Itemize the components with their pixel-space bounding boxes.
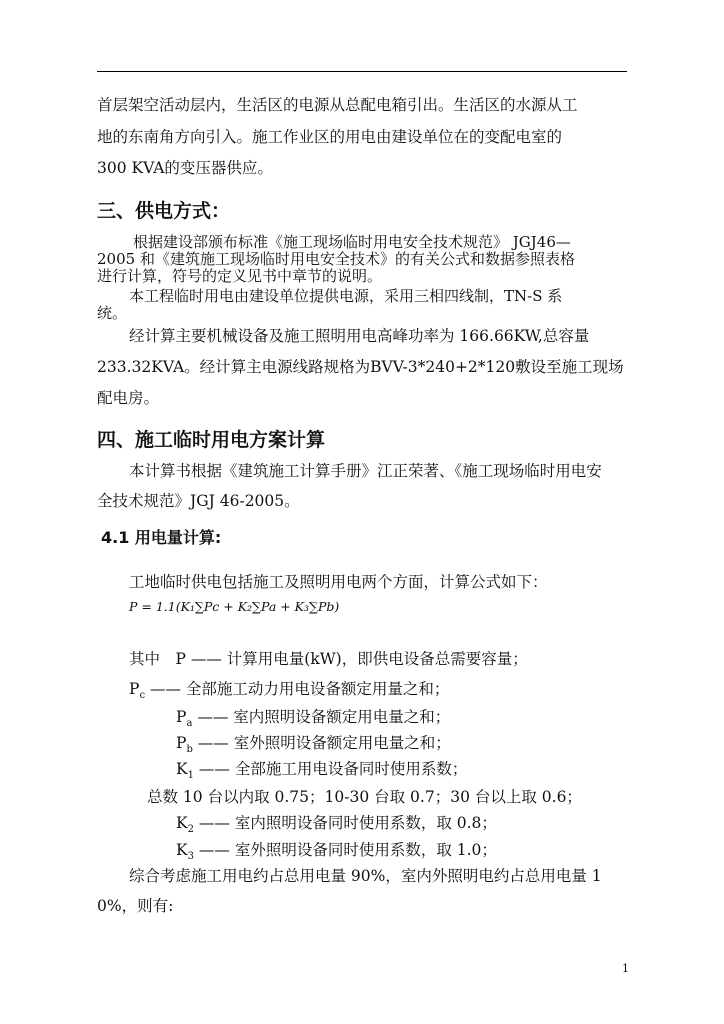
intro-line-3: 300 KVA的变压器供应。 [97,159,273,177]
power-formula: P = 1.1(K₁∑Pc + K₂∑Pa + K₃∑Pb) [129,599,340,614]
intro-line-2: 地的东南角方向引入。施工作业区的用电由建设单位在的变配电室的 [97,128,563,146]
header-rule [97,71,627,72]
section-3-title: 三、供电方式： [97,200,231,222]
summary-line-2: 0%，则有: [97,897,174,915]
def-pb: $P_b$ —— 室外照明设备额定用电量之和； [176,734,451,756]
page-number: 1 [622,962,629,975]
sec3-p3-line-3: 配电房。 [97,389,160,407]
def-k1: $K_1$ —— 全部施工用电设备同时使用系数； [176,760,468,782]
sec4-p1-line-2: 全技术规范》JGJ 46-2005。 [97,492,300,510]
summary-line-1: 综合考虑施工用电约占总用电量 90%，室内外照明电约占总用电量 1 [129,867,602,885]
def-p: 其中 P —— 计算用电量(kW)，即供电设备总需要容量； [129,650,528,668]
sec41-intro: 工地临时供电包括施工及照明用电两个方面，计算公式如下： [129,573,548,591]
sec3-p2-line-2: 统。 [97,304,128,322]
sec3-p2-line-1: 本工程临时用电由建设单位提供电源，采用三相四线制，TN-S 系 [129,287,563,305]
intro-line-1: 首层架空活动层内，生活区的电源从总配电箱引出。生活区的水源从工 [97,96,578,114]
def-pa: $P_a$ —— 室内照明设备额定用电量之和； [176,708,451,730]
section-4-1-title: 4.1 用电量计算: [101,528,222,547]
def-k1-values: 总数 10 台以内取 0.75；10-30 台取 0.7；30 台以上取 0.6； [147,788,582,806]
section-4-title: 四、施工临时用电方案计算 [97,429,326,451]
sec3-p1-line-1: 根据建设部颁布标准《施工现场临时用电安全技术规范》 JGJ46— [133,233,571,251]
sec3-p3-line-1: 经计算主要机械设备及施工照明用电高峰功率为 166.66KW,总容量 [129,327,590,345]
sec3-p1-line-2: 2005 和《建筑施工现场临时用电安全技术》的有关公式和数据参照表格 [97,250,575,268]
sec3-p3-line-2: 233.32KVA。经计算主电源线路规格为BVV-3*240+2*120敷设至施工现场 [97,358,624,376]
sec3-p1-line-3: 进行计算，符号的定义见书中章节的说明。 [97,267,383,285]
def-k2: $K_2$ —— 室内照明设备同时使用系数，取 0.8； [176,814,497,836]
sec4-p1-line-1: 本计算书根据《建筑施工计算手册》江正荣著、《施工现场临时用电安 [129,462,602,480]
def-k3: $K_3$ —— 室外照明设备同时使用系数，取 1.0； [176,841,497,863]
def-pc: $P_c$ —— 全部施工动力用电设备额定用量之和； [129,680,450,702]
